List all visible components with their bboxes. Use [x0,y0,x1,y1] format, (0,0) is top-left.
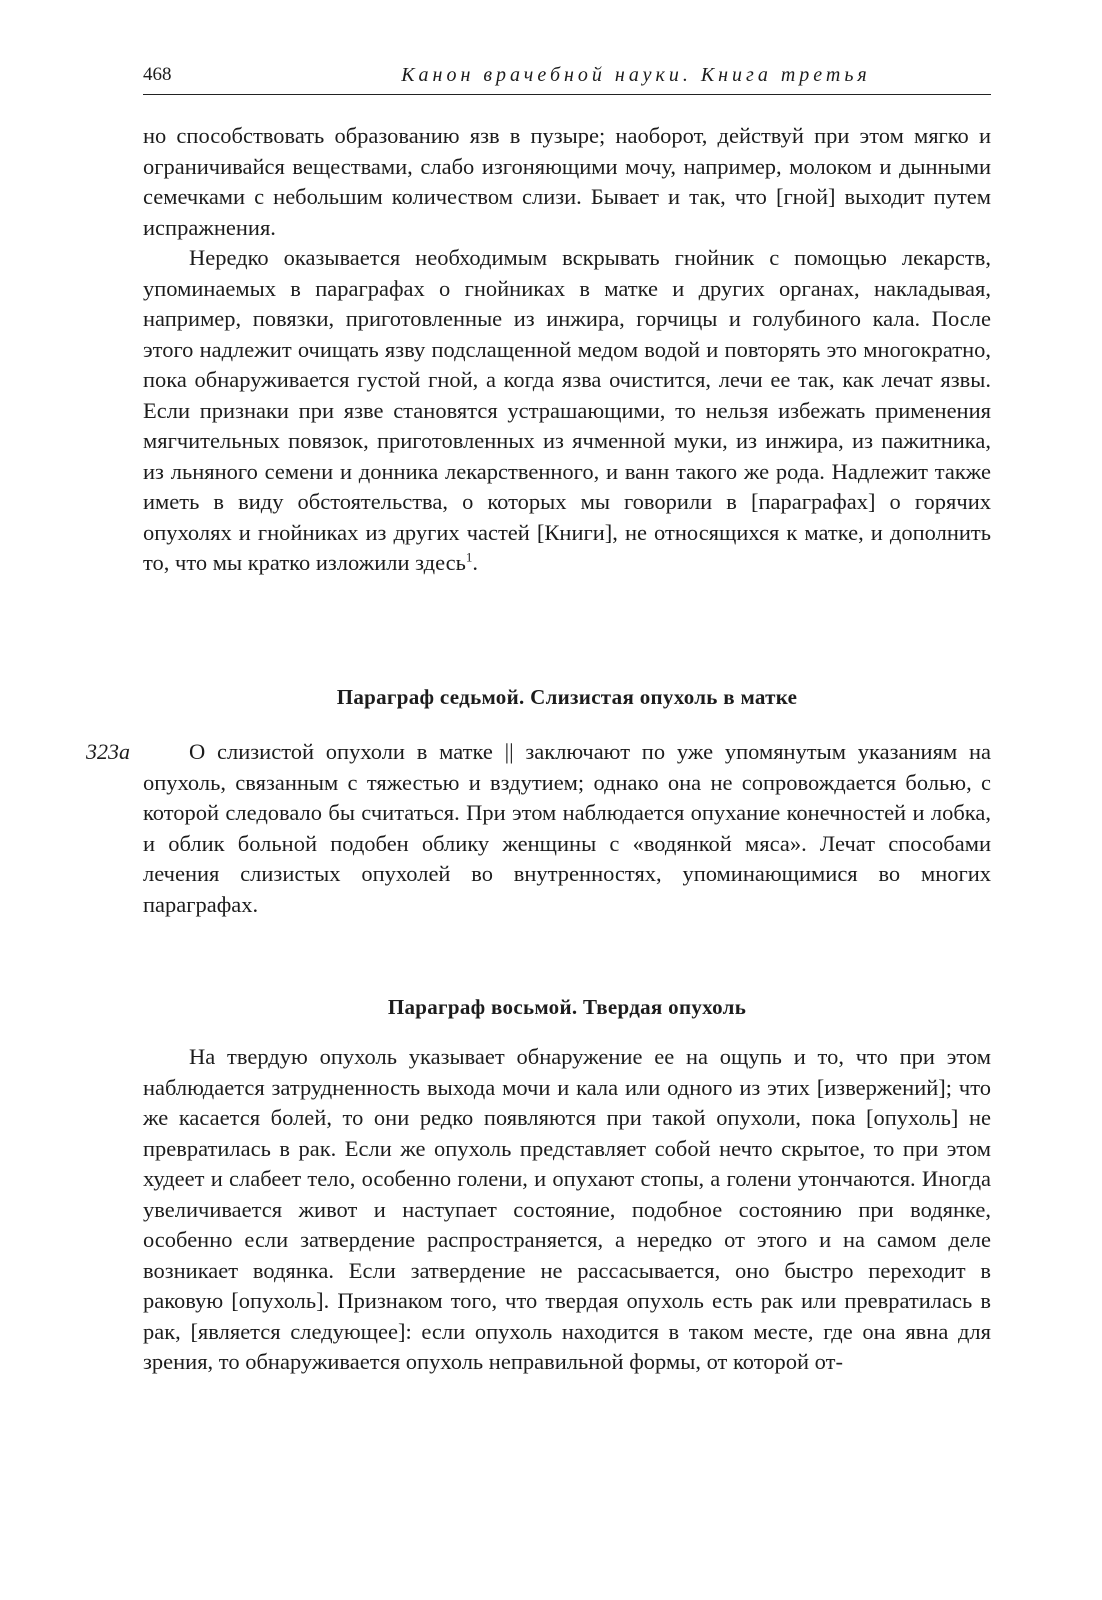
section-8-text-block [143,1042,991,1378]
footnote-mark: 1 [465,549,473,565]
heading-section-8: Параграф восьмой. Твердая опухоль [387,995,747,1019]
paragraph-mucous-tumor: О слизистой опухоли в матке || заключают по уже упомянутым указаниям на опухоль, связанным с тяжестью и вздутием; однако она не сопровождается болью, с которой следовало бы считаться. При этом наблюдается опухание конечностей и лобка, и облик больной подобен облику женщины с «водянкой мяса». Лечат способами лечения слизистых опухолей во внутренностях, упоминающимися во многих параграфах. [143,739,991,917]
paragraph-hard-tumor: На твердую опухоль указывает обнаружение ее на ощупь и то, что при этом наблюдается затрудненность выхода мочи и кала или одного из этих [извержений]; что же касается болей, то они редко появляются при такой опухоли, пока [опухоль] не превратилась в рак. Если же опухоль представляет собой нечто скрытое, то при этом худеет и слабеет тело, особенно голени, и опухают стопы, а голени утончаются. Иногда увеличивается живот и наступает состояние, подобное состоянию при водянке, особенно если затвердение распространяется, а нередко от этого и на самом деле возникает водянка. Если затвердение не рассасывается, оно быстро переходит в раковую [опухоль]. Признаком того, что твердая опухоль есть рак или превратилась в рак, [является следующее]: если опухоль находится в таком месте, где она явна для зрения, то обнаруживается опухоль неправильной формы, от которой от- [143,1044,991,1374]
top-text-block [143,121,991,579]
running-title: Канон врачебной науки. Книга третья [401,64,871,86]
header-rule [143,94,991,95]
paragraph-lancing-abscess [143,243,991,579]
page-number: 468 [143,64,172,85]
paragraph-lancing-abscess-text: Нередко оказывается необходимым вскрывать гнойник с помощью лекарств, упоминаемых в параграфах о гнойниках в матке и других органах, накладывая, например, повязки, приготовленные из инжира, горчицы и голубиного кала. После этого надлежит очищать язву подслащенной медом водой и повторять это многократно, пока обнаруживается густой гной, а когда язва очистится, лечи ее так, как лечат язвы. Если признаки при язве становятся устрашающими, то нельзя избежать применения мягчительных повязок, приготовленных из ячменной муки, из инжира, из пажитника, из льняного семени и донника лекарственного, и ванн такого же рода. Надлежит также иметь в виду обстоятельства, о которых мы говорили в [параграфах] о горячих опухолях и гнойниках из других частей [Книги], не относящихся к матке, и дополнить то, что мы кратко изложили здесь [143,245,991,575]
section-7-text-block [143,737,991,920]
margin-note: 323a [86,739,130,764]
paragraph-end-punct: . [472,550,479,575]
running-head [143,62,991,92]
paragraph-continued: но способствовать образованию язв в пузыре; наоборот, действуй при этом мягко и ограничивайся веществами, слабо изгоняющими мочу, например, молоком и дынными семечками с небольшим количеством слизи. Бывает и так, что [гной] выходит путем испражнения. [143,123,991,240]
heading-section-7: Параграф седьмой. Слизистая опухоль в матке [336,685,798,709]
